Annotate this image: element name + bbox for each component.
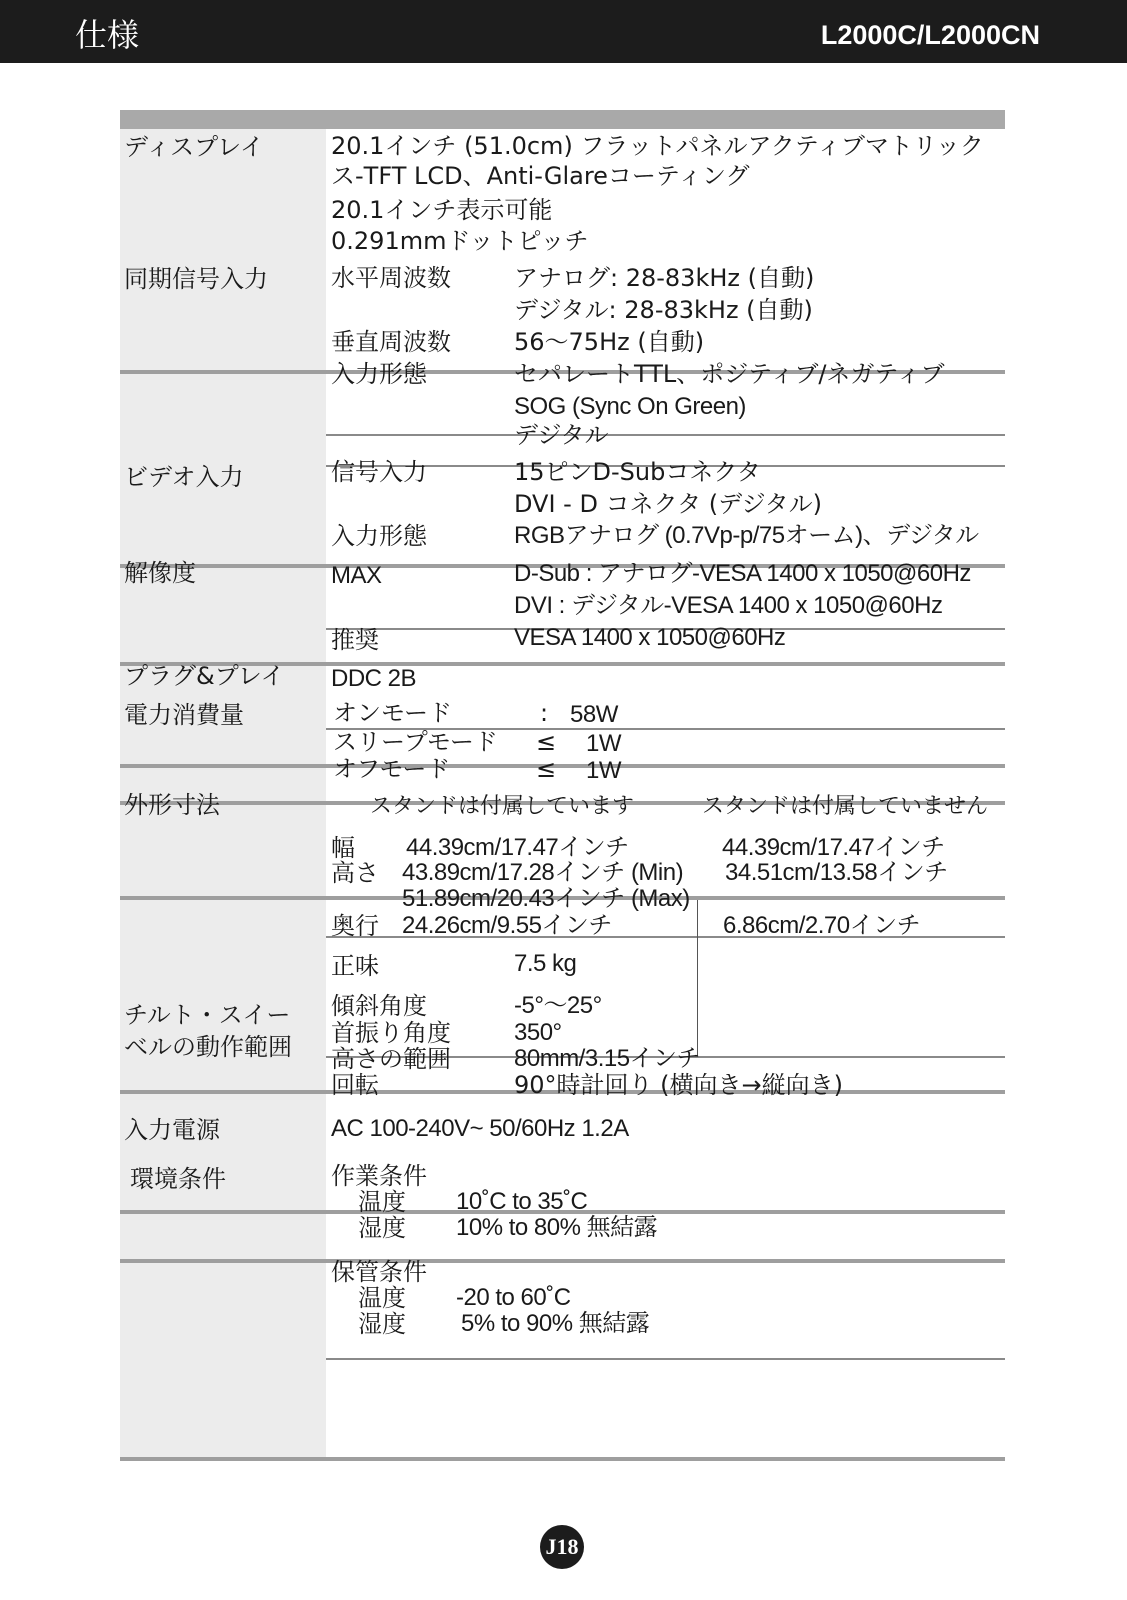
v-freq-value: 56～75Hz (自動) [514, 328, 705, 356]
width-value: 44.39cm/17.47インチ [406, 834, 629, 861]
power-op: ≤ [536, 755, 557, 783]
height-value-min: 43.89cm/17.28インチ (Min) [402, 859, 684, 886]
tilt-value: 90°時計回り (横向き→縦向き) [514, 1071, 844, 1099]
st-temp-value: -20 to 60˚C [456, 1284, 571, 1311]
page-title: 仕様 [75, 16, 140, 54]
sync-label: 同期信号入力 [124, 265, 268, 293]
max-value: D-Sub : アナログ-VESA 1400 x 1050@60Hz [514, 560, 971, 587]
section-divider [120, 1259, 1005, 1263]
label-cell [120, 129, 326, 370]
recommended-value: VESA 1400 x 1050@60Hz [514, 624, 786, 651]
input-form-value: セパレートTTL、ポジティブ/ネガティブ [514, 360, 945, 388]
power-op: : [540, 699, 549, 727]
height-value-nostand: 34.51cm/13.58インチ [725, 859, 948, 886]
tilt-label: チルト・スイー [124, 1001, 291, 1029]
input-form-value: SOG (Sync On Green) [514, 393, 746, 420]
display-line: 20.1インチ表示可能 [331, 196, 553, 224]
tilt-value: 350° [514, 1019, 562, 1046]
section-divider [120, 764, 1005, 768]
input-power-label: 入力電源 [124, 1116, 220, 1144]
tilt-label: ベルの動作範囲 [124, 1033, 292, 1061]
table-top-bar [120, 110, 1005, 129]
width-label: 幅 [331, 834, 355, 862]
video-form-value: RGBアナログ (0.7Vp-p/75オーム)、デジタル [514, 522, 979, 549]
weight-value: 7.5 kg [514, 950, 577, 977]
dims-col1-header: スタンドは付属しています [370, 794, 635, 819]
h-freq-label: 水平周波数 [331, 264, 451, 292]
tilt-name: 傾斜角度 [331, 992, 427, 1020]
tilt-name: 回転 [331, 1071, 379, 1099]
power-label: 電力消費量 [124, 701, 244, 729]
label-cell [120, 1214, 326, 1259]
weight-label: 正味 [331, 952, 379, 980]
width-value-nostand: 44.39cm/17.47インチ [722, 834, 945, 861]
page-header [0, 0, 1127, 63]
height-value-max: 51.89cm/20.43インチ (Max) [402, 885, 690, 912]
power-mode: オンモード [333, 699, 453, 727]
h-freq-value: デジタル: 28-83kHz (自動) [514, 296, 813, 324]
recommended-label: 推奨 [331, 626, 379, 654]
video-form-label: 入力形態 [331, 522, 427, 550]
spec-table [120, 110, 1005, 1380]
op-hum-label: 湿度 [358, 1214, 406, 1242]
st-hum-label: 湿度 [358, 1310, 406, 1338]
op-hum-value: 10% to 80% 無結露 [456, 1214, 658, 1241]
label-cell [120, 1263, 326, 1457]
resolution-label: 解像度 [124, 559, 196, 587]
operating-title: 作業条件 [331, 1162, 427, 1190]
input-form-label: 入力形態 [331, 360, 427, 388]
depth-value: 24.26cm/9.55インチ [402, 912, 612, 939]
op-temp-label: 温度 [358, 1188, 406, 1216]
tilt-value: -5°～25° [514, 992, 602, 1019]
h-freq-value: アナログ: 28-83kHz (自動) [514, 264, 815, 292]
st-hum-value: 5% to 90% 無結露 [461, 1310, 650, 1337]
display-label: ディスプレイ [124, 133, 264, 161]
input-form-value: デジタル [514, 421, 609, 449]
power-op: ≤ [536, 728, 557, 756]
display-line: ス-TFT LCD、Anti-Glareコーティング [331, 162, 750, 190]
st-temp-label: 温度 [358, 1284, 406, 1312]
power-value: 1W [586, 757, 621, 784]
row-divider [326, 1358, 1005, 1360]
max-label: MAX [331, 562, 382, 589]
dims-col2-header: スタンドは付属していません [702, 794, 989, 819]
depth-label: 奥行 [331, 912, 379, 940]
column-divider [697, 900, 698, 1056]
power-mode: オフモード [333, 755, 451, 783]
section-divider [120, 1457, 1005, 1461]
signal-input-value: DVI - D コネクタ (デジタル) [514, 490, 823, 518]
dims-label: 外形寸法 [124, 791, 220, 819]
plug-label: プラグ&プレイ [124, 662, 285, 690]
env-label: 環境条件 [130, 1165, 226, 1193]
tilt-name: 高さの範囲 [331, 1045, 451, 1073]
plug-value: DDC 2B [331, 665, 417, 692]
tilt-name: 首振り角度 [331, 1019, 451, 1047]
power-value: 1W [586, 730, 621, 757]
signal-input-value: 15ピンD-Subコネクタ [514, 458, 761, 486]
model-name: L2000C/L2000CN [820, 20, 1040, 50]
display-line: 20.1インチ (51.0cm) フラットパネルアクティブマトリック [331, 132, 984, 160]
op-temp-value: 10˚C to 35˚C [456, 1188, 588, 1215]
v-freq-label: 垂直周波数 [331, 328, 451, 356]
video-label: ビデオ入力 [124, 463, 244, 491]
page-number: J18 [540, 1525, 584, 1569]
tilt-value: 80mm/3.15インチ [514, 1045, 701, 1072]
storage-title: 保管条件 [331, 1258, 427, 1286]
row-divider [326, 434, 1005, 436]
max-value: DVI : デジタル-VESA 1400 x 1050@60Hz [514, 592, 943, 619]
power-value: 58W [570, 701, 618, 728]
depth-value-nostand: 6.86cm/2.70インチ [723, 912, 921, 939]
signal-input-label: 信号入力 [331, 458, 427, 486]
power-mode: スリープモード [333, 728, 498, 756]
display-line: 0.291mmドットピッチ [331, 227, 589, 255]
height-label: 高さ [331, 859, 379, 887]
input-power-value: AC 100-240V~ 50/60Hz 1.2A [331, 1115, 629, 1142]
